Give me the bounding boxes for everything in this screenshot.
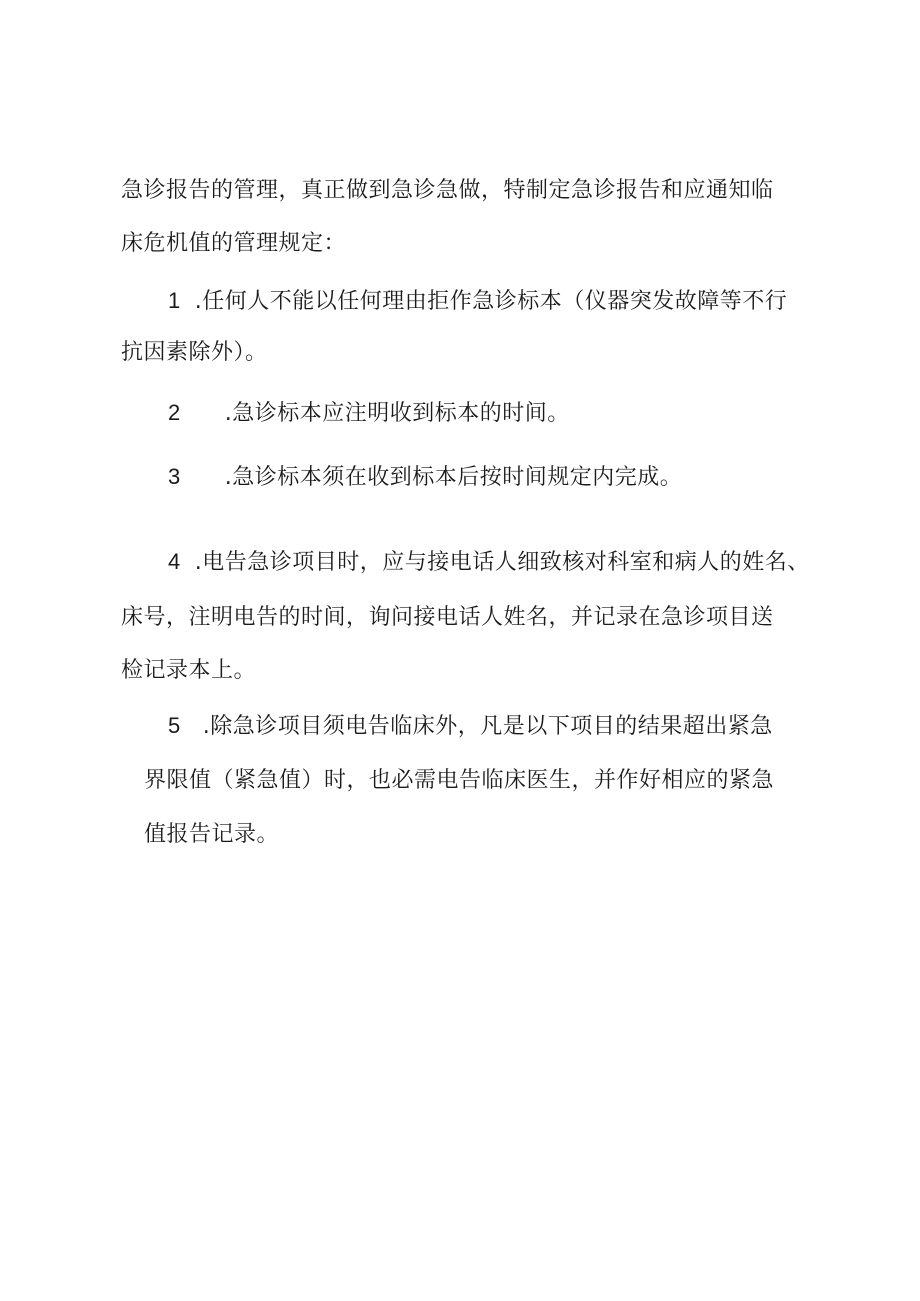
rule-5-number: 5 (168, 713, 181, 738)
rule-4-line-1 (168, 547, 810, 578)
intro-line-1: 急诊报告的管理，真正做到急诊急做，特制定急诊报告和应通知临 (121, 178, 774, 203)
rule-5-text: .除急诊项目须电告临床外，凡是以下项目的结果超出紧急 (202, 714, 773, 739)
rule-3-text: .急诊标本须在收到标本后按时间规定内完成。 (224, 465, 683, 490)
rule-1-text: .任何人不能以任何理由拒作急诊标本（仪器突发故障等不行 (194, 289, 788, 314)
rule-1-number: 1 (168, 288, 181, 313)
intro-line-2: 床危机值的管理规定： (121, 231, 347, 256)
rule-3-line-1 (168, 462, 682, 493)
rule-3-number: 3 (168, 464, 181, 489)
rule-4-number: 4 (168, 549, 181, 574)
rule-5-line-1 (168, 711, 773, 742)
rule-1-line-2: 抗因素除外）。 (121, 340, 268, 365)
rule-4-text: .电告急诊项目时，应与接电话人细致核对科室和病人的姓名、 (194, 550, 810, 575)
rule-4-line-2: 床号，注明电告的时间，询问接电话人姓名，并记录在急诊项目送 (121, 605, 774, 630)
rule-1-line-1 (168, 286, 787, 317)
rule-4-line-3: 检记录本上。 (121, 658, 257, 683)
rule-2-line-1 (168, 398, 570, 429)
rule-5-line-2: 界限值（紧急值）时，也必需电告临床医生，并作好相应的紧急 (144, 768, 775, 793)
rule-2-number: 2 (168, 400, 181, 425)
rule-2-text: .急诊标本应注明收到标本的时间。 (224, 401, 570, 426)
rule-5-line-3: 值报告记录。 (144, 822, 280, 847)
